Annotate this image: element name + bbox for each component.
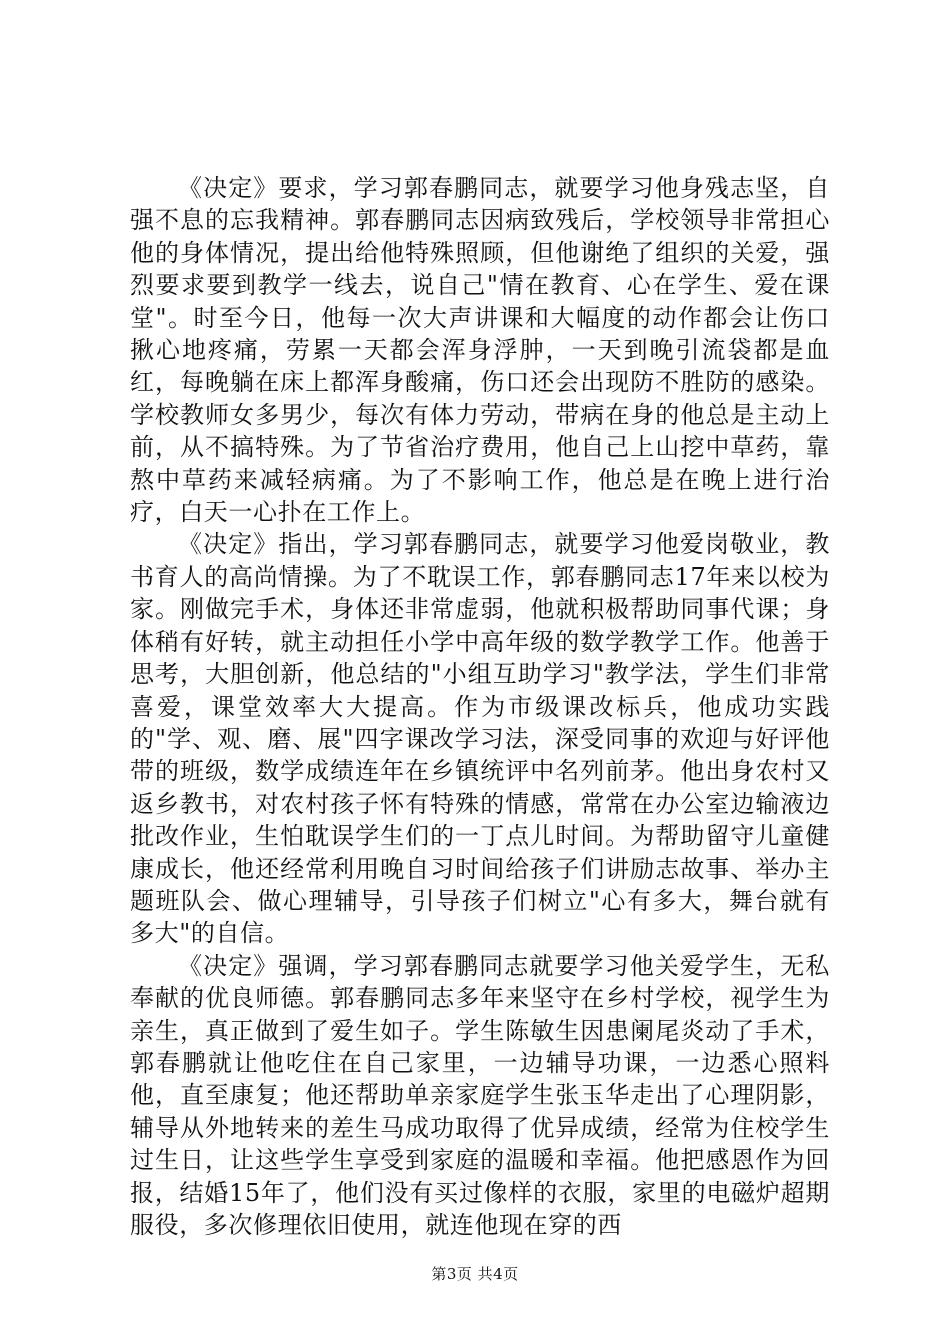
document-body: [130, 172, 830, 1241]
page-footer: 第3页 共4页: [431, 1265, 519, 1283]
paragraph-ethics: 《决定》强调，学习郭春鹏同志就要学习他关爱学生，无私奉献的优良师德。郭春鹏同志多年来坚守在乡村学校，视学生为亲生，真正做到了爱生如子。学生陈敏生因患阑尾炎动了手术，郭春鹏就让他吃住在自己家里，一边辅导功课，一边悉心照料他，直至康复；他还帮助单亲家庭学生张玉华走出了心理阴影，辅导从外地转来的差生马成功取得了优异成绩，经常为住校学生过生日，让这些学生享受到家庭的温暖和幸福。他把感恩作为回报，结婚15年了，他们没有买过像样的衣服，家里的电磁炉超期服役，多次修理依旧使用，就连他现在穿的西: [130, 951, 830, 1239]
paragraph-requirement: 《决定》要求，学习郭春鹏同志，就要学习他身残志坚，自强不息的忘我精神。郭春鹏同志因病致残后，学校领导非常担心他的身体情况，提出给他特殊照顾，但他谢绝了组织的关爱，强烈要求要到教学一线去，说自己"情在教育、心在学生、爱在课堂"。时至今日，他每一次大声讲课和大幅度的动作都会让伤口揪心地疼痛，劳累一天都会浑身浮肿，一天到晚引流袋都是血红，每晚躺在床上都浑身酸痛，伤口还会出现防不胜防的感染。学校教师女多男少，每次有体力劳动，带病在身的他总是主动上前，从不搞特殊。为了节省治疗费用，他自己上山挖中草药，靠熬中草药来减轻病痛。为了不影响工作，他总是在晚上进行治疗，白天一心扑在工作上。: [130, 174, 830, 527]
paragraph-dedication: 《决定》指出，学习郭春鹏同志，就要学习他爱岗敬业，教书育人的高尚情操。为了不耽误工作，郭春鹏同志17年来以校为家。刚做完手术，身体还非常虚弱，他就积极帮助同事代课；身体稍有好转，就主动担任小学中高年级的数学教学工作。他善于思考，大胆创新，他总结的"小组互助学习"教学法，学生们非常喜爱，课堂效率大大提高。作为市级课改标兵，他成功实践的"学、观、磨、展"四字课改学习法，深受同事的欢迎与好评他带的班级，数学成绩连年在乡镇统评中名列前茅。他出身农村又返乡教书，对农村孩子怀有特殊的情感，常常在办公室边输液边批改作业，生怕耽误学生们的一丁点儿时间。为帮助留守儿童健康成长，他还经常利用晚自习时间给孩子们讲励志故事、举办主题班队会、做心理辅导，引导孩子们树立"心有多大，舞台就有多大"的自信。: [130, 530, 830, 948]
